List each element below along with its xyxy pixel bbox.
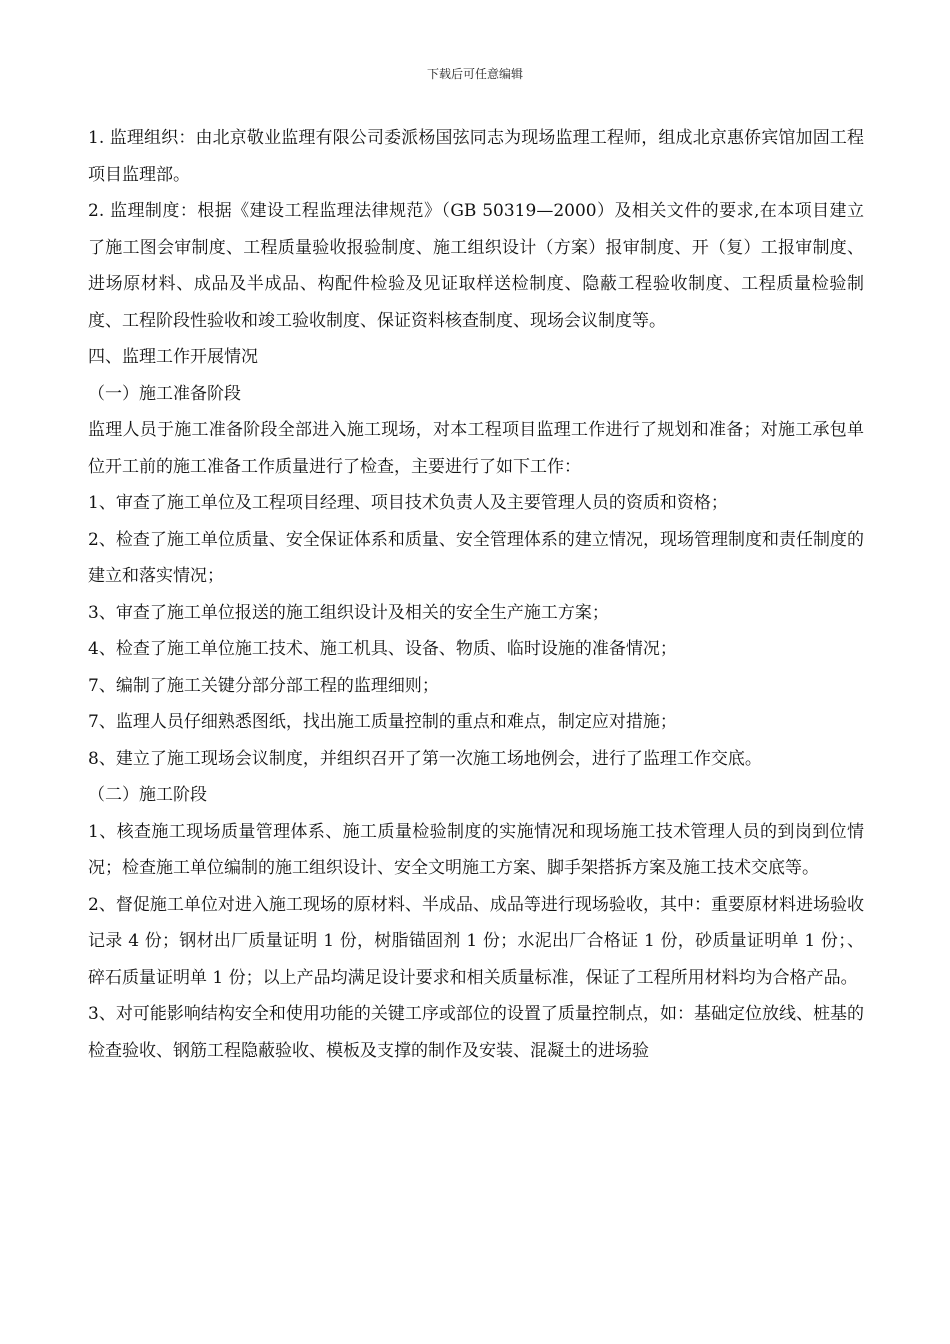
subsection-heading-preparation: （一）施工准备阶段 xyxy=(88,383,241,404)
paragraph-supervision-organization: 1. 监理组织：由北京敬业监理有限公司委派杨国弦同志为现场监理工程师，组成北京惠侨宾馆加固工程项目监理部。 xyxy=(88,128,864,185)
page-header-note: 下载后可任意编辑 xyxy=(426,67,523,81)
list-item: 8、建立了施工现场会议制度，并组织召开了第一次施工场地例会，进行了监理工作交底。 xyxy=(88,748,762,769)
list-item: 7、编制了施工关键分部分部工程的监理细则； xyxy=(88,675,439,696)
paragraph-supervision-system: 2. 监理制度：根据《建设工程监理法律规范》（GB 50319—2000）及相关文件的要求,在本项目建立了施工图会审制度、工程质量验收报验制度、施工组织设计（方案）报审制度、开（复）工报审制度、进场原材料、成品及半成品、构配件检验及见证取样送检制度、隐蔽工程验收制度、工程质量检验制度、工程阶段性验收和竣工验收制度、保证资料核查制度、现场会议制度等。 xyxy=(88,201,864,331)
list-item: 1、核查施工现场质量管理体系、施工质量检验制度的实施情况和现场施工技术管理人员的到岗到位情况；检查施工单位编制的施工组织设计、安全文明施工方案、脚手架搭拆方案及施工技术交底等。 xyxy=(88,821,864,878)
list-item: 3、审查了施工单位报送的施工组织设计及相关的安全生产施工方案； xyxy=(88,602,609,623)
list-item: 2、检查了施工单位质量、安全保证体系和质量、安全管理体系的建立情况，现场管理制度和责任制度的建立和落实情况； xyxy=(88,529,864,586)
subsection-heading-construction: （二）施工阶段 xyxy=(88,785,207,805)
paragraph-preparation-intro: 监理人员于施工准备阶段全部进入施工现场，对本工程项目监理工作进行了规划和准备；对施工承包单位开工前的施工准备工作质量进行了检查，主要进行了如下工作： xyxy=(88,420,864,477)
list-item: 2、督促施工单位对进入施工现场的原材料、半成品、成品等进行现场验收，其中：重要原材料进场验收记录 4 份；钢材出厂质量证明 1 份，树脂锚固剂 1 份；水泥出厂合格证 1 份，砂质量证明单 1 份；、碎石质量证明单 1 份；以上产品均满足设计要求和相关质量标准，保证了工程所用材料均为合格产品。 xyxy=(88,894,864,988)
list-item: 7、监理人员仔细熟悉图纸，找出施工质量控制的重点和难点，制定应对措施； xyxy=(88,712,677,732)
list-item: 1、审查了施工单位及工程项目经理、项目技术负责人及主要管理人员的资质和资格； xyxy=(88,493,728,513)
list-item: 3、对可能影响结构安全和使用功能的关键工序或部位的设置了质量控制点，如：基础定位放线、桩基的检查验收、钢筋工程隐蔽验收、模板及支撑的制作及安装、混凝土的进场验 xyxy=(88,1004,864,1061)
list-item: 4、检查了施工单位施工技术、施工机具、设备、物质、临时设施的准备情况； xyxy=(88,639,677,659)
section-heading-work-status: 四、监理工作开展情况 xyxy=(88,347,258,367)
document-body xyxy=(88,120,864,1069)
